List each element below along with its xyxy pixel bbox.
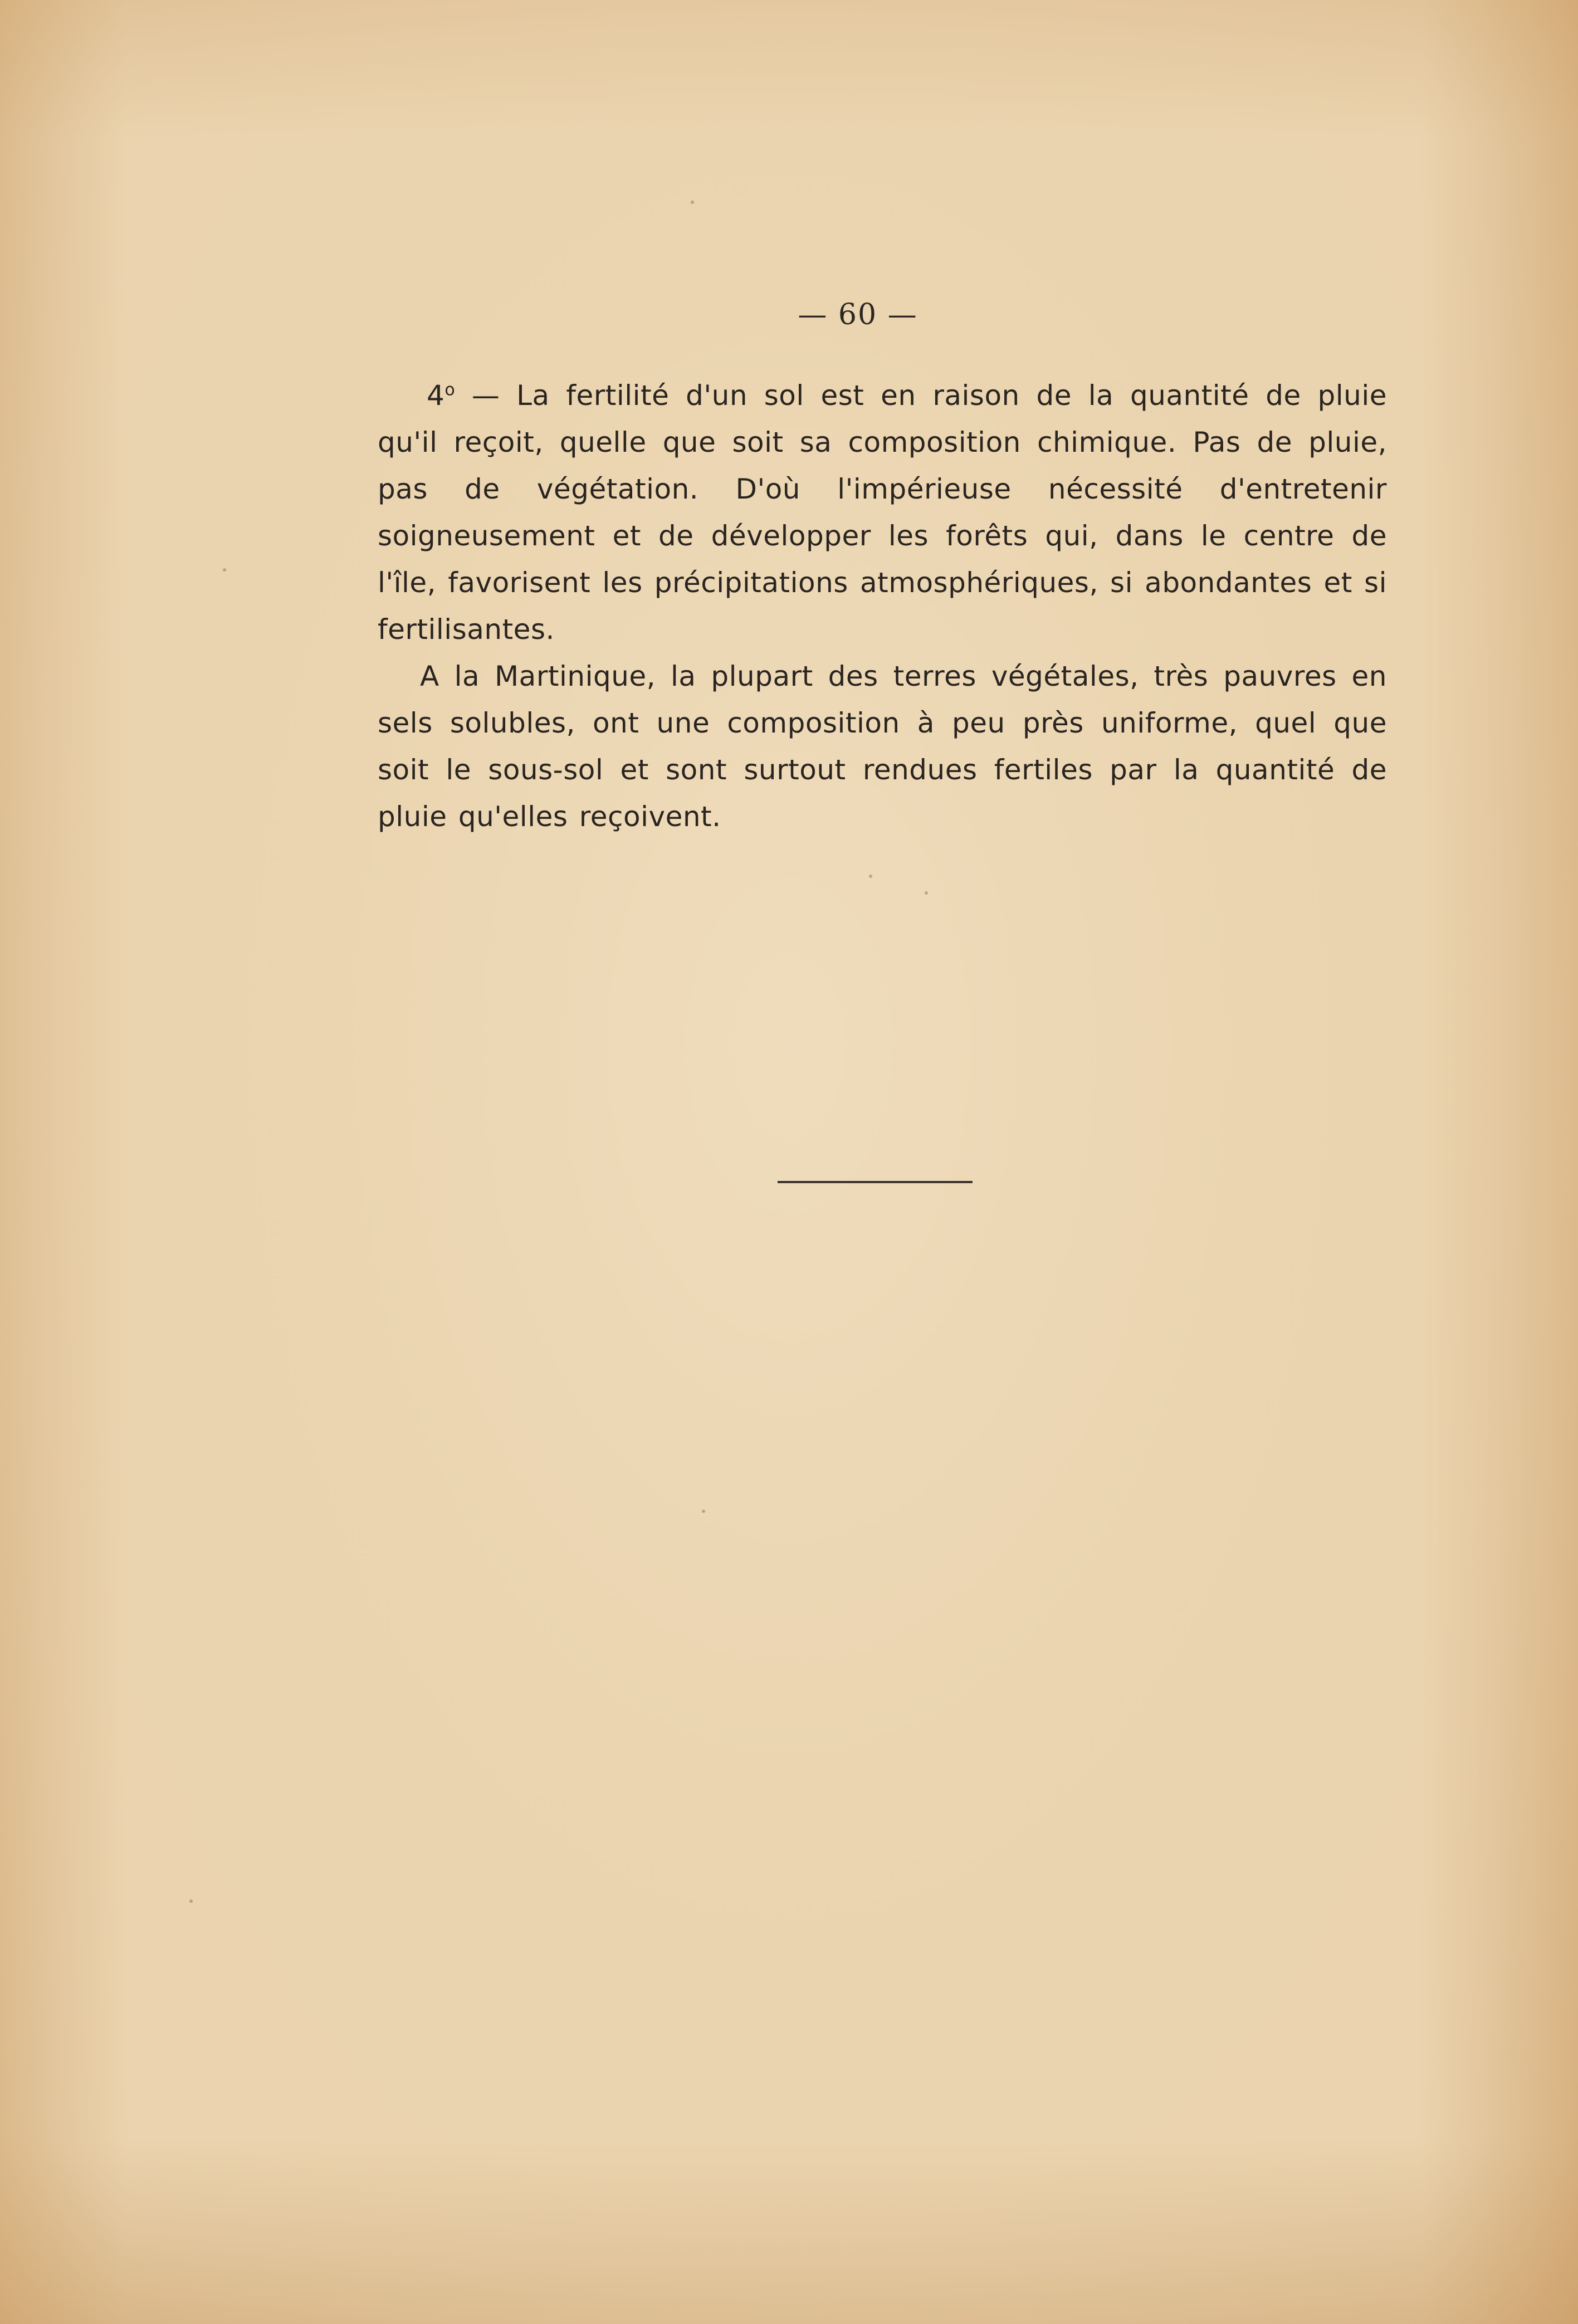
paragraph-2-text: A la Martinique, la plupart des terres végétales, très pauvres en sels solubles, ont une composition à peu près uniforme, quel que soit le sous-sol et sont surtout rendues fertiles par la quantité de pluie qu'elles reçoivent. (378, 660, 1387, 833)
paragraph-1-marker: 4 (427, 379, 445, 412)
paper-speck (691, 201, 694, 204)
body-text (378, 372, 1387, 840)
paper-speck (925, 891, 928, 895)
paper-speck (223, 568, 226, 572)
paragraph-2 (378, 653, 1387, 840)
paper-speck (869, 875, 872, 878)
page-number: — 60 — (798, 298, 918, 331)
paragraph-1-marker-sup: o (444, 380, 456, 400)
section-divider (778, 1181, 973, 1183)
paper-speck (702, 1510, 705, 1513)
paper-speck (189, 1900, 193, 1903)
paragraph-1 (378, 372, 1387, 653)
paragraph-1-text: — La fertilité d'un sol est en raison de la quantité de pluie qu'il reçoit, quelle que soit sa composition chimique. Pas de pluie, pas de végétation. D'où l'impérieuse nécessité d'entretenir soigneusement et de développer les forêts qui, dans le centre de l'île, favorisent les précipitations atmosphériques, si abondantes et si fertilisantes. (378, 379, 1387, 646)
